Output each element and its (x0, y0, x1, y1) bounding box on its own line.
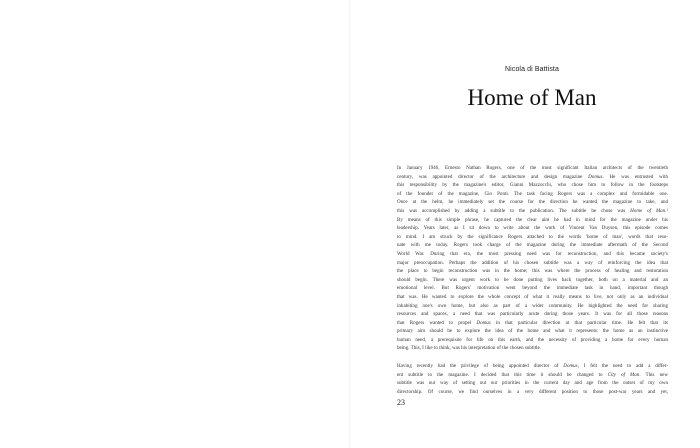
text-line: should begin. There was urgent work to be done putting lives back together, both on a material and an (397, 276, 668, 283)
text-line: this responsibility by the magazine's editor, Gianni Mazzocchi, who chose him to follow in the footsteps (397, 182, 668, 189)
text-line: emotional level. But Rogers' motivation went beyond the immediate task in hand, important though (397, 285, 668, 292)
text-line: In January 1946, Ernesto Nathan Rogers, one of the most significant Italian architects of the twentieth (397, 165, 668, 171)
text-line: this was accomplished by adding a subtitle to the publication. The subtitle he chose was Home of Man.¹ (397, 207, 668, 214)
text-line: human need, a prerequisite for life on this earth, and the necessity of providing a home for every human (397, 336, 668, 343)
page-gutter (349, 0, 351, 448)
text-line: ent subtitle to the magazine. I decided that this time it should be changed to City of Man. This new (397, 371, 668, 378)
text-line: that was. He wanted to explore the whole concept of what it really means to live, not only as an individual (397, 293, 668, 300)
text-line: subtitle was our way of setting out our priorities in the current day and age from the outset of my own (397, 380, 668, 387)
text-line: By means of this simple phrase, he captured the clear aim he had in mind for the magazine under his (397, 216, 668, 223)
text-line: century, was appointed director of the architecture and design magazine Domus. He was entrusted with (397, 173, 668, 180)
page-number: 23 (397, 398, 405, 407)
text-line: leadership. Years later, as I sit down to write about the work of Vincent Van Duysen, this episode comes (397, 225, 668, 232)
text-line: to mind. I am struck by the significance Rogers attached to the words 'home of man', words that reso- (397, 233, 668, 240)
text-line: the place to begin reconstruction was in the home; this was where the process of healing and restoration (397, 268, 668, 275)
body-text (397, 164, 668, 396)
paragraph (397, 362, 668, 396)
text-line: of the founder of the magazine, Gio Ponti. The task facing Rogers was a complex and formidable one. (397, 190, 668, 197)
text-line: Once at the helm, he immediately set the course for the direction he wanted the magazine to take, and (397, 199, 668, 206)
text-line: major preoccupation. Perhaps the addition of his chosen subtitle was a way of reinforcing the idea that (397, 259, 668, 266)
text-line: inhabiting one's own home, but also as part of a wider community. He highlighted the need for sharing (397, 302, 668, 309)
paragraph (397, 164, 668, 353)
text-line: being. This, I like to think, was his interpretation of the chosen subtitle. (397, 345, 541, 352)
text-line: directorship. Of course, we find ourselves in a very different position to those post-war years and yet, (397, 388, 668, 395)
text-line: that Rogers wanted to propel Domus in that particular direction at that particular time. He felt that its (397, 319, 668, 326)
chapter-title: Home of Man (467, 85, 597, 110)
text-line: primary aim should be to explore the idea of the home and what it represents: the home as an instinctive (397, 328, 668, 335)
text-line: World War. During that era, the most pressing need was for reconstruction, and this became society's (397, 250, 668, 257)
text-line: nate with me today. Rogers took charge of the magazine during the immediate aftermath of the Second (397, 242, 668, 249)
author-name: Nicola di Battista (505, 66, 559, 73)
text-line: resources and spaces, a need that was particularly acute during those years. It was for all those reasons (397, 311, 668, 318)
paragraph-gap (397, 353, 668, 362)
text-line: Having recently had the privilege of being appointed director of Domus, I felt the need to add a differ- (397, 363, 668, 370)
